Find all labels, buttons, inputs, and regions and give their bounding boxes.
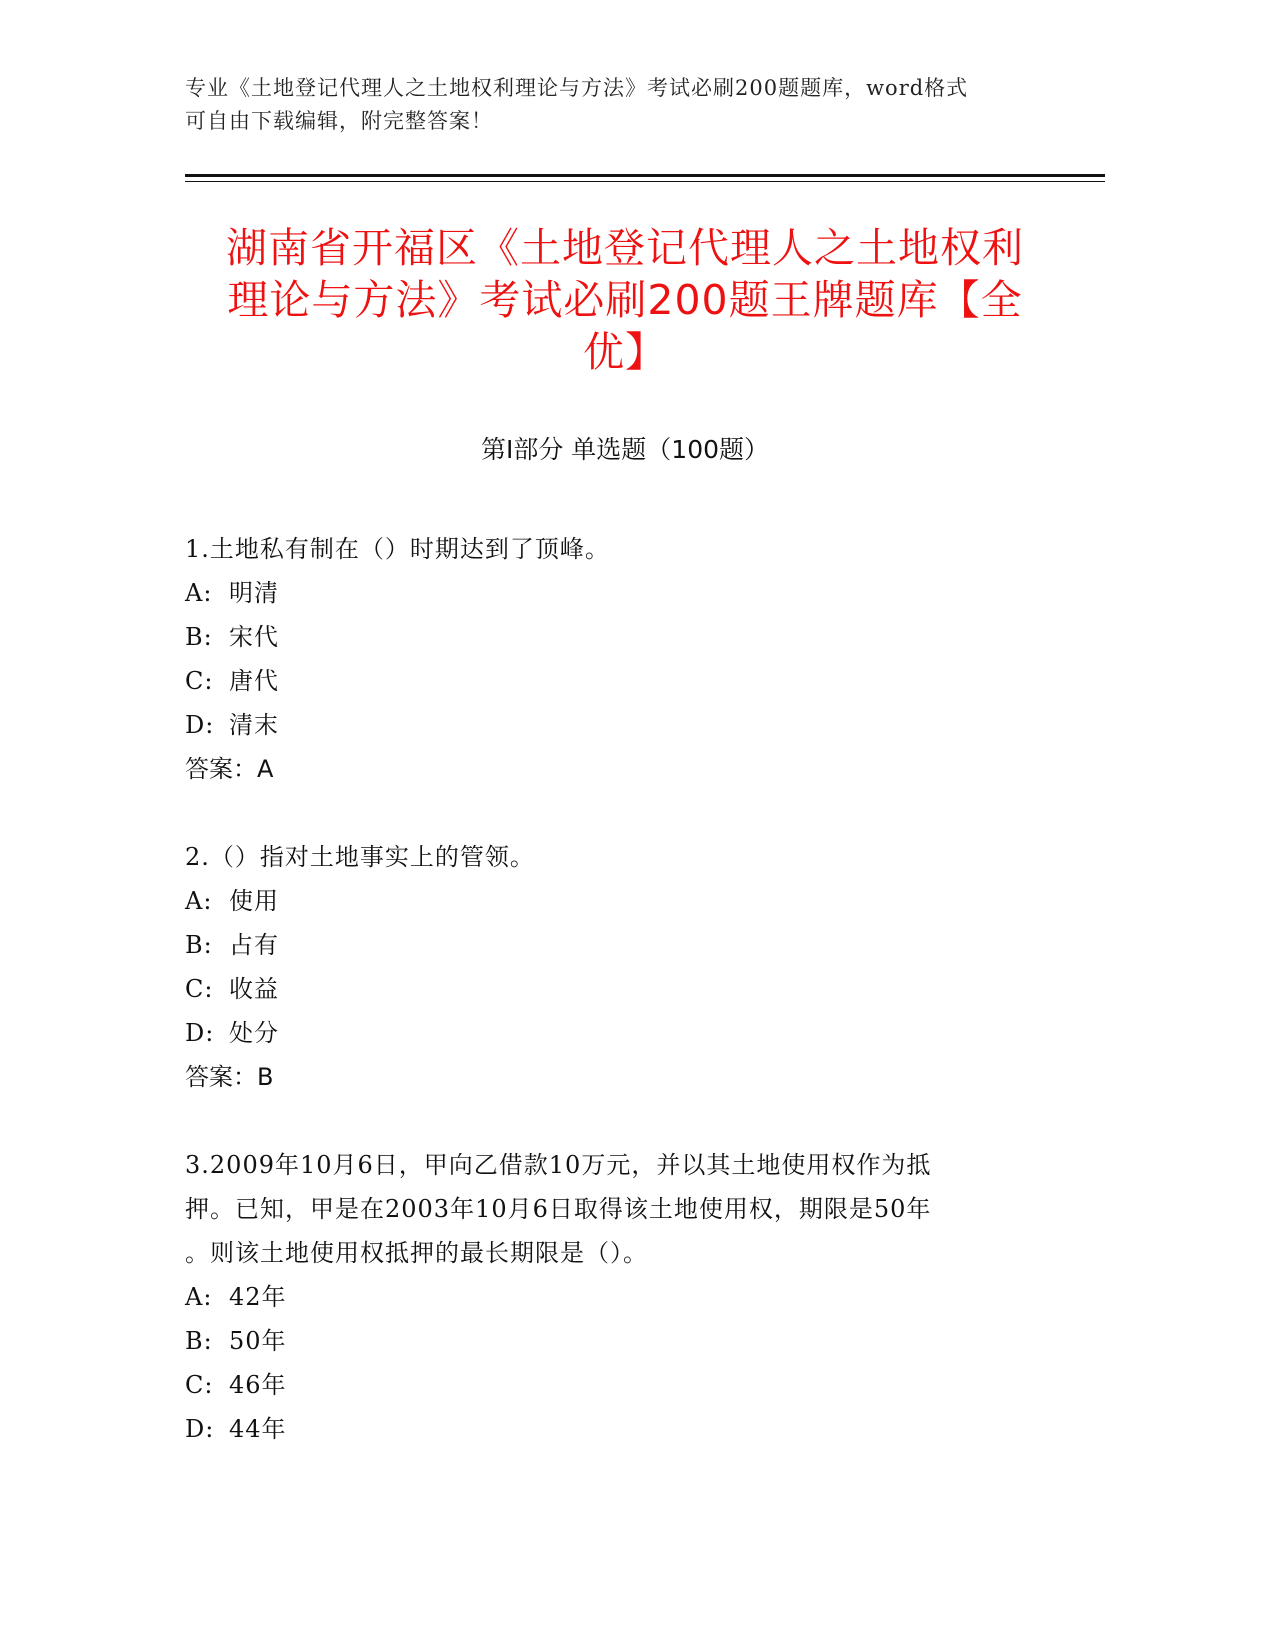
header-divider-thick: [185, 174, 1105, 177]
title-line-1: 湖南省开福区《土地登记代理人之土地权利: [226, 224, 1024, 272]
option-text: 清末: [229, 711, 279, 739]
option-label: D:: [185, 711, 215, 739]
option-label: B:: [185, 1327, 213, 1355]
header-line-1: 专业《土地登记代理人之土地权利理论与方法》考试必刷200题题库，word格式: [185, 76, 969, 100]
option-label: D:: [185, 1019, 215, 1047]
header-divider-thin: [185, 181, 1105, 182]
page-title: [185, 222, 1065, 378]
question-stem-line-1: 3.2009年10月6日，甲向乙借款10万元，并以其土地使用权作为抵: [185, 1151, 932, 1179]
question-stem-line-2: 押。已知，甲是在2003年10月6日取得该土地使用权，期限是50年: [185, 1195, 932, 1223]
option-a: [185, 1275, 1065, 1319]
option-c: [185, 1363, 1065, 1407]
option-label: A:: [185, 887, 213, 915]
question-2: [185, 835, 1065, 1099]
option-label: A:: [185, 1283, 213, 1311]
option-text: 收益: [229, 975, 279, 1003]
option-label: C:: [185, 667, 214, 695]
title-line-2: 理论与方法》考试必刷200题王牌题库【全: [227, 276, 1023, 324]
document-header: [185, 72, 1065, 138]
option-b: [185, 1319, 1065, 1363]
option-text: 唐代: [229, 667, 279, 695]
section-heading: 第Ⅰ部分 单选题（100题）: [480, 435, 770, 464]
question-1: [185, 527, 1065, 791]
header-line-2: 可自由下载编辑，附完整答案！: [185, 109, 493, 133]
question-stem-line-3: 。则该土地使用权抵押的最长期限是（）。: [185, 1239, 648, 1267]
answer-line: 答案：A: [185, 755, 274, 783]
question-stem: 1.土地私有制在（）时期达到了顶峰。: [185, 535, 610, 563]
option-label: B:: [185, 931, 213, 959]
option-text: 44年: [229, 1415, 287, 1443]
option-c: [185, 659, 1065, 703]
option-text: 宋代: [229, 623, 279, 651]
question-3: [185, 1143, 1065, 1451]
option-d: [185, 703, 1065, 747]
option-text: 使用: [229, 887, 279, 915]
option-label: A:: [185, 579, 213, 607]
option-label: C:: [185, 975, 214, 1003]
option-text: 50年: [229, 1327, 287, 1355]
answer-line: 答案：B: [185, 1063, 274, 1091]
option-text: 占有: [229, 931, 279, 959]
option-a: [185, 571, 1065, 615]
option-c: [185, 967, 1065, 1011]
question-list: [185, 527, 1065, 1495]
option-d: [185, 1407, 1065, 1451]
option-b: [185, 923, 1065, 967]
option-label: B:: [185, 623, 213, 651]
option-d: [185, 1011, 1065, 1055]
option-a: [185, 879, 1065, 923]
option-text: 42年: [229, 1283, 287, 1311]
question-stem: 2.（）指对土地事实上的管领。: [185, 843, 535, 871]
option-text: 46年: [229, 1371, 287, 1399]
title-line-3: 优】: [583, 328, 667, 376]
option-label: D:: [185, 1415, 215, 1443]
option-text: 明清: [229, 579, 279, 607]
option-b: [185, 615, 1065, 659]
option-label: C:: [185, 1371, 214, 1399]
option-text: 处分: [229, 1019, 279, 1047]
